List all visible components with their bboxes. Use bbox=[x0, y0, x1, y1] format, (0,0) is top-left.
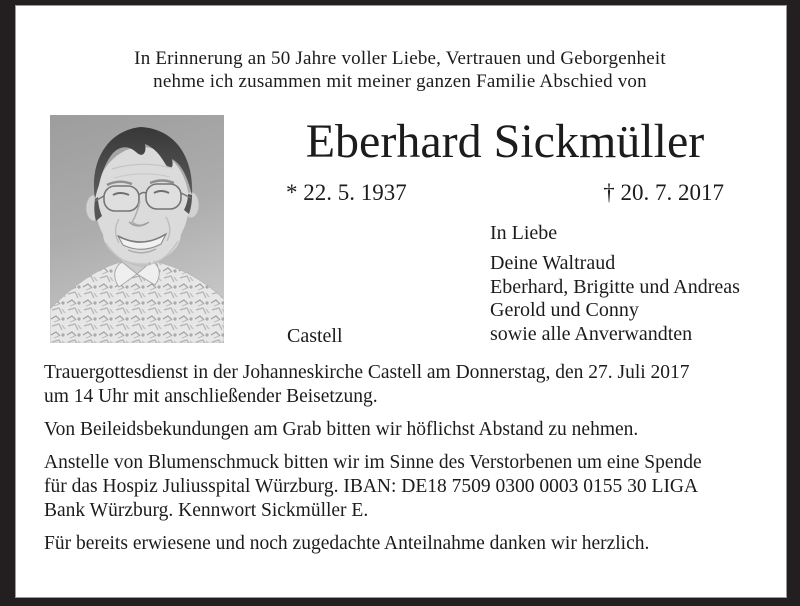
paragraph-line: Von Beileidsbekundungen am Grab bitten wir höflichst Abstand zu nehmen. bbox=[44, 419, 639, 440]
intro-line-2: nehme ich zusammen mit meiner ganzen Familie Abschied von bbox=[153, 71, 647, 92]
portrait-illustration bbox=[50, 115, 224, 343]
birth-date: * 22. 5. 1937 bbox=[286, 180, 407, 205]
mourner-line: Deine Waltraud bbox=[490, 252, 616, 275]
paragraph-line: Für bereits erwiesene und noch zugedachte Anteilnahme danken wir herzlich. bbox=[44, 533, 650, 554]
paragraph-line: um 14 Uhr mit anschließender Beisetzung. bbox=[44, 386, 378, 407]
paragraph-line: Anstelle von Blumenschmuck bitten wir im Sinne des Verstorbenen um eine Spende bbox=[44, 452, 702, 473]
farewell-block bbox=[490, 222, 740, 346]
paragraph-line: Trauergottesdienst in der Johanneskirche Castell am Donnerstag, den 27. Juli 2017 bbox=[44, 362, 690, 383]
paragraph-donations bbox=[44, 451, 766, 523]
paragraph-service bbox=[44, 361, 766, 409]
intro-line-1: In Erinnerung an 50 Jahre voller Liebe, Vertrauen und Geborgenheit bbox=[134, 48, 666, 69]
place-label: Castell bbox=[287, 325, 343, 347]
mourner-line: Gerold und Conny bbox=[490, 299, 639, 322]
paragraph-line: für das Hospiz Juliusspital Würzburg. IBAN: DE18 7509 0300 0003 0155 30 LIGA bbox=[44, 476, 699, 497]
intro-text bbox=[0, 47, 800, 93]
mourner-line: sowie alle Anverwandten bbox=[490, 322, 693, 345]
death-date: † 20. 7. 2017 bbox=[603, 180, 724, 205]
farewell-salutation: In Liebe bbox=[490, 222, 558, 244]
paragraph-thanks bbox=[44, 532, 766, 556]
portrait-photo bbox=[50, 115, 224, 343]
paragraph-condolences bbox=[44, 418, 766, 442]
announcement-paragraphs bbox=[44, 361, 766, 565]
paragraph-line: Bank Würzburg. Kennwort Sickmüller E. bbox=[44, 500, 369, 521]
life-dates bbox=[286, 179, 724, 207]
deceased-name: Eberhard Sickmüller bbox=[305, 115, 705, 168]
mourner-line: Eberhard, Brigitte und Andreas bbox=[490, 275, 740, 298]
